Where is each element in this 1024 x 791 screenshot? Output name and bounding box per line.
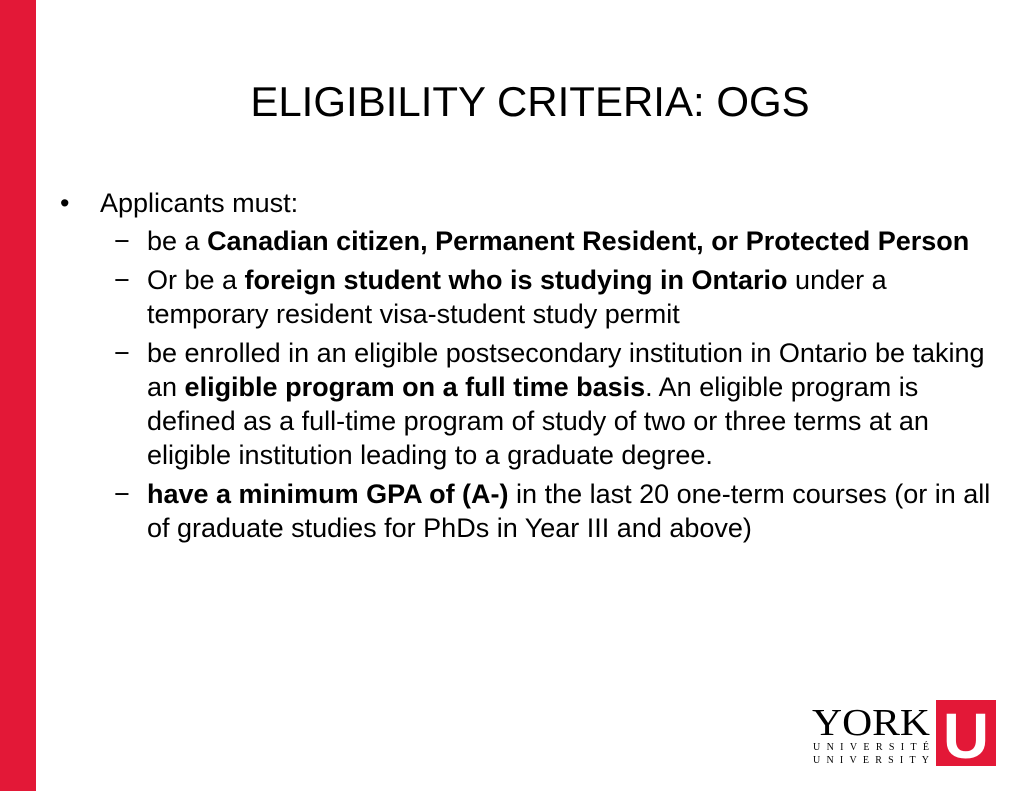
text-run-bold: Canadian citizen, Permanent Resident, or Protected Person [207, 226, 970, 256]
logo-monogram-u-icon: U [942, 700, 990, 766]
dash-marker: − [114, 226, 130, 256]
criteria-list [114, 224, 994, 545]
text-run: Or be a [147, 265, 245, 295]
text-run: . An eligible program is defined as a full-time program of study of two or three terms at an eligible institution leading to a graduate degree. [147, 372, 929, 470]
text-run-bold: foreign student who is studying in Ontario [244, 265, 788, 295]
dash-marker: − [114, 265, 130, 295]
left-accent-bar [0, 0, 36, 791]
dash-marker: − [114, 479, 130, 509]
text-run: in the last 20 one-term courses (or in all of graduate studies for PhDs in Year III and above) [147, 479, 991, 543]
criteria-item [114, 336, 994, 472]
logo-line-university: UNIVERSITY [813, 755, 929, 766]
criteria-text [147, 224, 994, 258]
bullet-marker: • [60, 188, 70, 218]
criteria-text [147, 336, 994, 472]
text-run: be a [147, 226, 208, 256]
bullet-intro-text: Applicants must: [100, 188, 299, 218]
text-run: be enrolled in an eligible postsecondary institution in Ontario be taking an [147, 338, 985, 402]
text-run-bold: have a minimum GPA of (A-) [147, 479, 509, 509]
bullet-item [60, 186, 1010, 220]
criteria-text [147, 477, 994, 545]
criteria-text [147, 263, 994, 331]
logo-wordmark: YORK [812, 702, 931, 744]
logo-line-universite: UNIVERSITÉ [813, 742, 929, 753]
criteria-item [114, 263, 994, 331]
slide-body [60, 186, 1010, 550]
text-run: under a temporary resident visa-student study permit [147, 265, 887, 329]
text-run-bold: eligible program on a full time basis [184, 372, 646, 402]
york-university-logo [812, 700, 996, 766]
criteria-item [114, 477, 994, 545]
dash-marker: − [114, 338, 130, 368]
criteria-item [114, 224, 994, 258]
slide-title: ELIGIBILITY CRITERIA: OGS [250, 78, 810, 125]
